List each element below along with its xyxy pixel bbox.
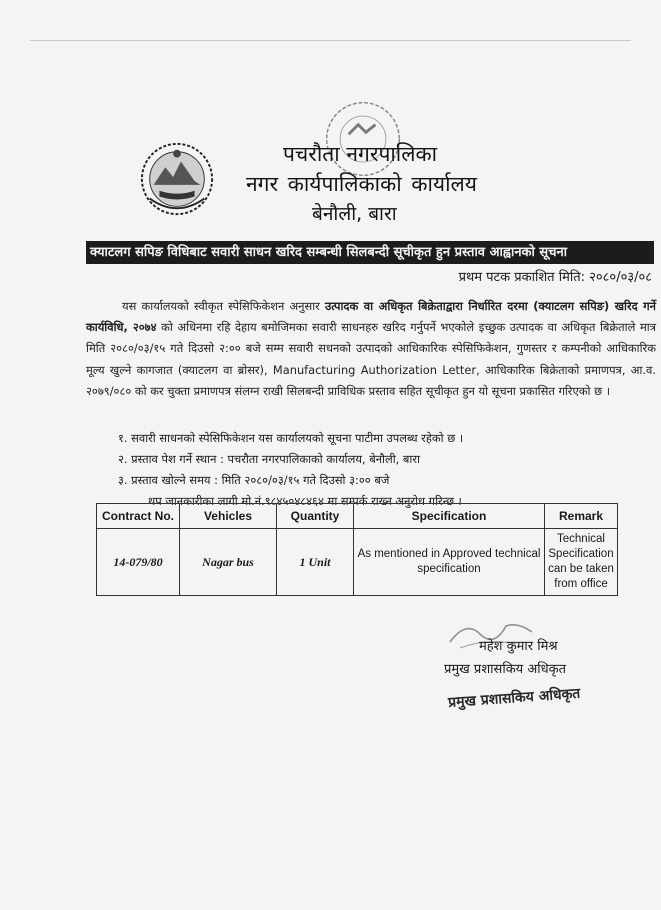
municipality-name: पचरौता नगरपालिका	[283, 142, 438, 166]
publication-date: प्रथम पटक प्रकाशित मिति: २०८०/०३/०८	[458, 270, 652, 285]
table-row	[97, 529, 618, 596]
notice-items-list	[118, 428, 463, 512]
top-rule	[30, 40, 631, 41]
col-remark: Remark	[545, 504, 618, 529]
col-contract-no: Contract No.	[97, 504, 180, 529]
notice-body-paragraph	[86, 296, 656, 402]
designation-stamp-text: प्रमुख प्रशासकिय अधिकृत	[447, 685, 581, 711]
cell-quantity: 1 Unit	[277, 529, 354, 596]
notice-title-banner: क्याटलग सपिङ विधिबाट सवारी साधन खरिद सम्बन्धी सिलबन्दी सूचीकृत हुन प्रस्ताव आह्वानको सूचना	[86, 241, 654, 264]
col-quantity: Quantity	[277, 504, 354, 529]
office-address: बेनौली, बारा	[312, 203, 397, 225]
contact-line: थप जानकारीका लागी मो.नं.९८४५०४८४६४ मा सम्पर्क राख्न अनुरोध गरिन्छ ।	[148, 494, 462, 508]
signatory-title: प्रमुख प्रशासकिय अधिकृत	[444, 662, 567, 677]
body-text-rest: को अधिनमा रहि देहाय बमोजिमका सवारी साधनहरु खरिद गर्नुपर्ने भएकोले इच्छुक उत्पादक वा अधिकृत बिक्रेताले मात्र मिति २०८०/०३/१५ गते दिउसो २:०० बजे सम्म सवारी सधनको उत्पादको आधिकारिक स्पेसिफिकेशन, गुणस्तर र कम्पनीको आधिकारिक मूल्य खुल्ने कागजात (क्याटलग वा ब्रोसर), Manufacturing Authorization Letter, आधिकारिक बिक्रेताको प्रमाणपत्र, आ.व. २०७९/०८० को कर चुक्ता प्रमाणपत्र संलग्न राखी सिलबन्दी प्राविधिक प्रस्ताव सहित सूचीकृत हुन यो सूचना प्रकासित गरिएको छ ।	[86, 320, 656, 398]
list-item: १. सवारी साधनको स्पेसिफिकेशन यस कार्यालयको सूचना पाटीमा उपलब्ध रहेको छ ।	[118, 431, 464, 445]
list-item: ३. प्रस्ताव खोल्ने समय : मिति २०८०/०३/१५ गते दिउसो ३:०० बजे	[118, 473, 390, 487]
cell-contract-no: 14-079/80	[97, 529, 180, 596]
designation-stamp	[446, 683, 581, 711]
table-header-row	[97, 504, 618, 529]
nepal-emblem-icon	[138, 140, 216, 218]
cell-vehicle: Nagar bus	[180, 529, 277, 596]
list-item: २. प्रस्ताव पेश गर्ने स्थान : पचरौता नगरपालिकाको कार्यालय, बेनौली, बारा	[118, 452, 420, 466]
office-name: नगर कार्यपालिकाको कार्यालय	[246, 172, 477, 196]
col-specification: Specification	[354, 504, 545, 529]
signatory-name: महेश कुमार मिश्र	[479, 639, 558, 654]
col-vehicles: Vehicles	[180, 504, 277, 529]
cell-remark: Technical Specification can be taken from office	[545, 529, 618, 596]
body-text-bold: उत्पादक वा अधिकृत बिक्रेताद्वारा निर्धारित दरमा (क्याटलग सपिङ) खरिद गर्ने कार्यविधि, २०७४	[86, 299, 656, 335]
body-text-intro: यस कार्यालयको स्वीकृत स्पेसिफिकेशन अनुसार	[122, 299, 326, 313]
vehicle-table	[96, 503, 618, 596]
cell-specification: As mentioned in Approved technical specification	[354, 529, 545, 596]
